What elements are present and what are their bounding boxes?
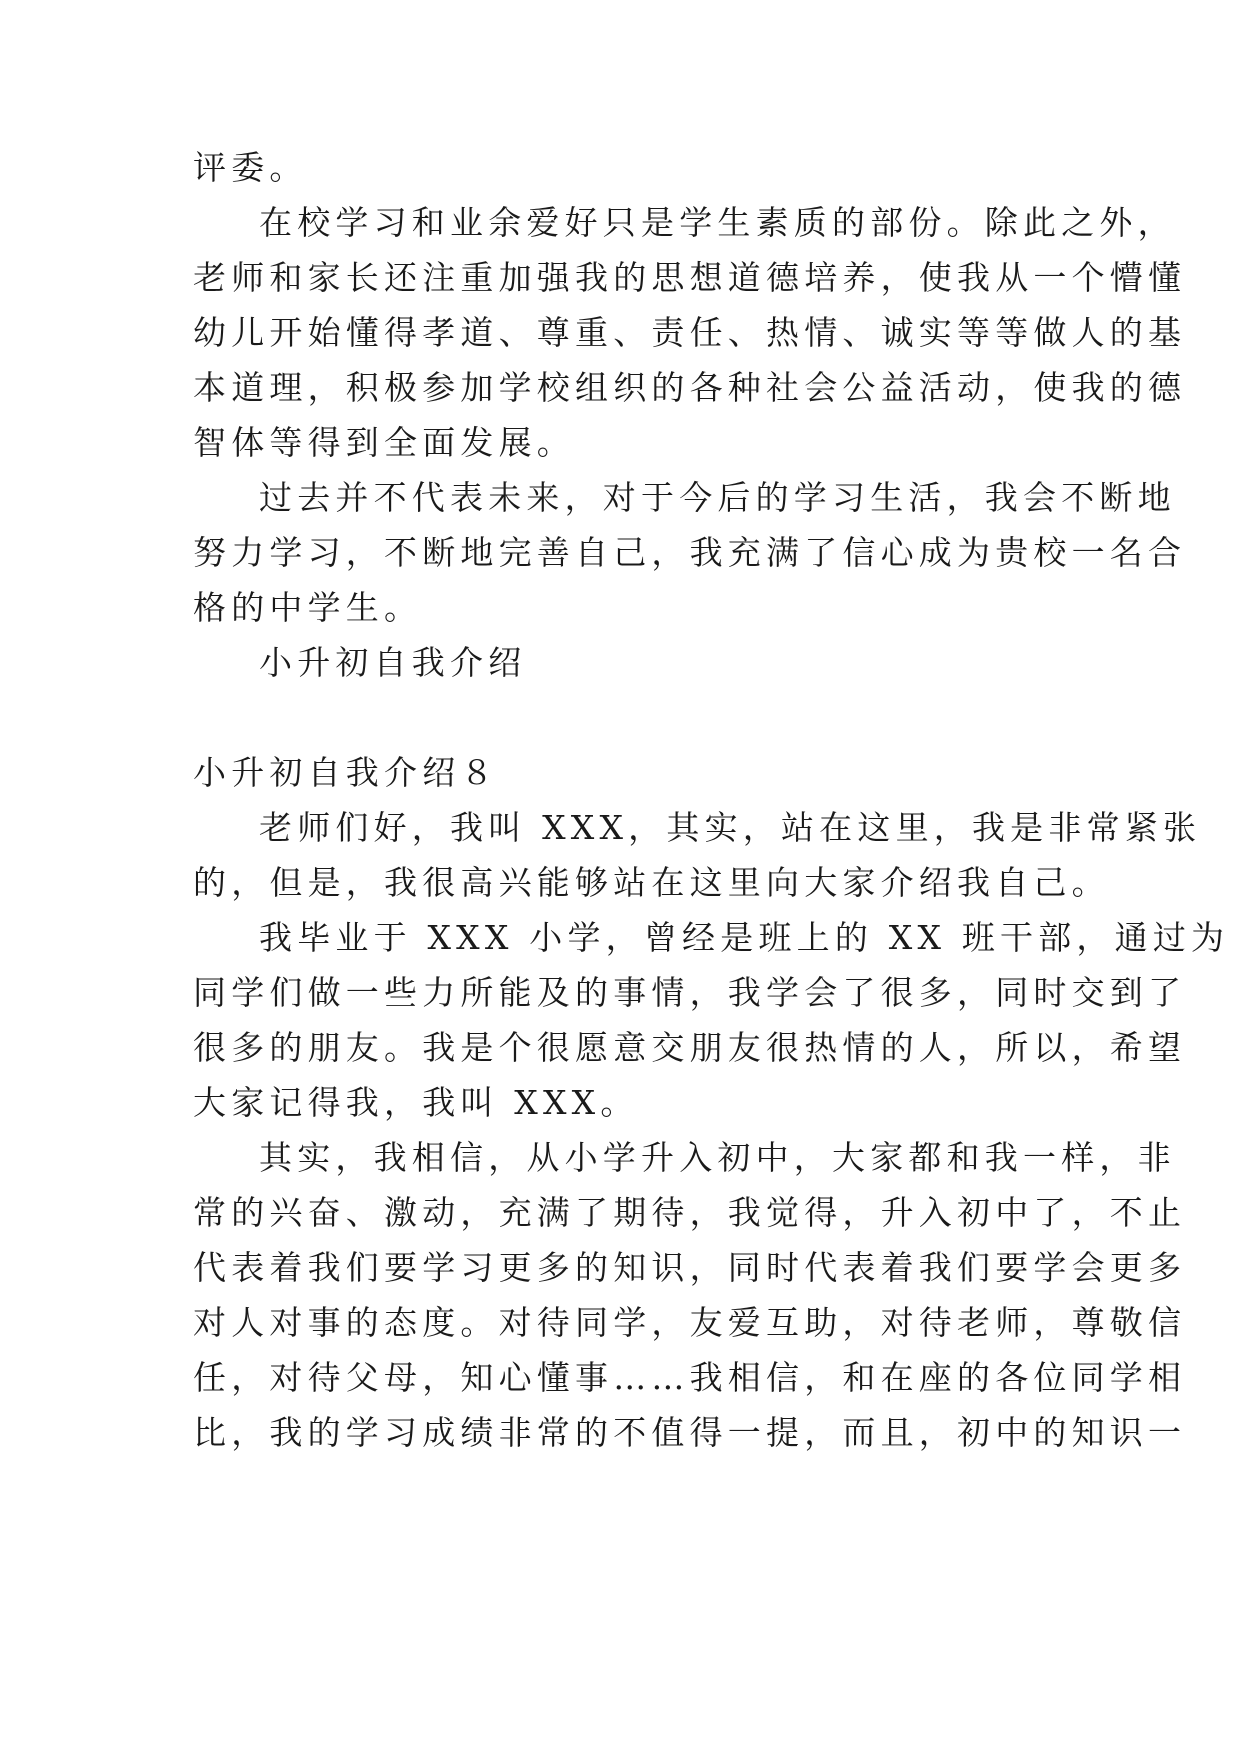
paragraph-line: 的，但是，我很高兴能够站在这里向大家介绍我自己。: [193, 863, 1110, 902]
paragraph-line: 其实，我相信，从小学升入初中，大家都和我一样，非: [259, 1138, 1176, 1177]
paragraph-line: 过去并不代表未来，对于今后的学习生活，我会不断地: [259, 478, 1176, 517]
paragraph-line: 任，对待父母，知心懂事……我相信，和在座的各位同学相: [193, 1358, 1187, 1397]
paragraph-line: 老师和家长还注重加强我的思想道德培养，使我从一个懵懂: [193, 258, 1187, 297]
paragraph-line: 代表着我们要学习更多的知识，同时代表着我们要学会更多: [193, 1248, 1187, 1287]
paragraph-line: 评委。: [193, 148, 308, 187]
paragraph-line: 常的兴奋、激动，充满了期待，我觉得，升入初中了，不止: [193, 1193, 1187, 1232]
section-heading: 小升初自我介绍８: [193, 753, 499, 792]
paragraph-line: 很多的朋友。我是个很愿意交朋友很热情的人，所以，希望: [193, 1028, 1187, 1067]
paragraph-line: 大家记得我，我叫 XXX。: [193, 1083, 639, 1122]
paragraph-line: 比，我的学习成绩非常的不值得一提，而且，初中的知识一: [193, 1413, 1187, 1452]
paragraph-line: 格的中学生。: [193, 588, 423, 627]
paragraph-line: 本道理，积极参加学校组织的各种社会公益活动，使我的德: [193, 368, 1187, 407]
paragraph-line: 我毕业于 XXX 小学，曾经是班上的 XX 班干部，通过为: [259, 918, 1230, 957]
paragraph-line: 同学们做一些力所能及的事情，我学会了很多，同时交到了: [193, 973, 1187, 1012]
paragraph-line: 智体等得到全面发展。: [193, 423, 575, 462]
paragraph-line: 在校学习和业余爱好只是学生素质的部份。除此之外，: [259, 203, 1176, 242]
paragraph-line: 老师们好，我叫 XXX，其实，站在这里，我是非常紧张: [259, 808, 1202, 847]
section-footer-title: 小升初自我介绍: [259, 643, 527, 682]
paragraph-line: 幼儿开始懂得孝道、尊重、责任、热情、诚实等等做人的基: [193, 313, 1187, 352]
paragraph-line: 对人对事的态度。对待同学，友爱互助，对待老师，尊敬信: [193, 1303, 1187, 1342]
paragraph-line: 努力学习，不断地完善自己，我充满了信心成为贵校一名合: [193, 533, 1187, 572]
